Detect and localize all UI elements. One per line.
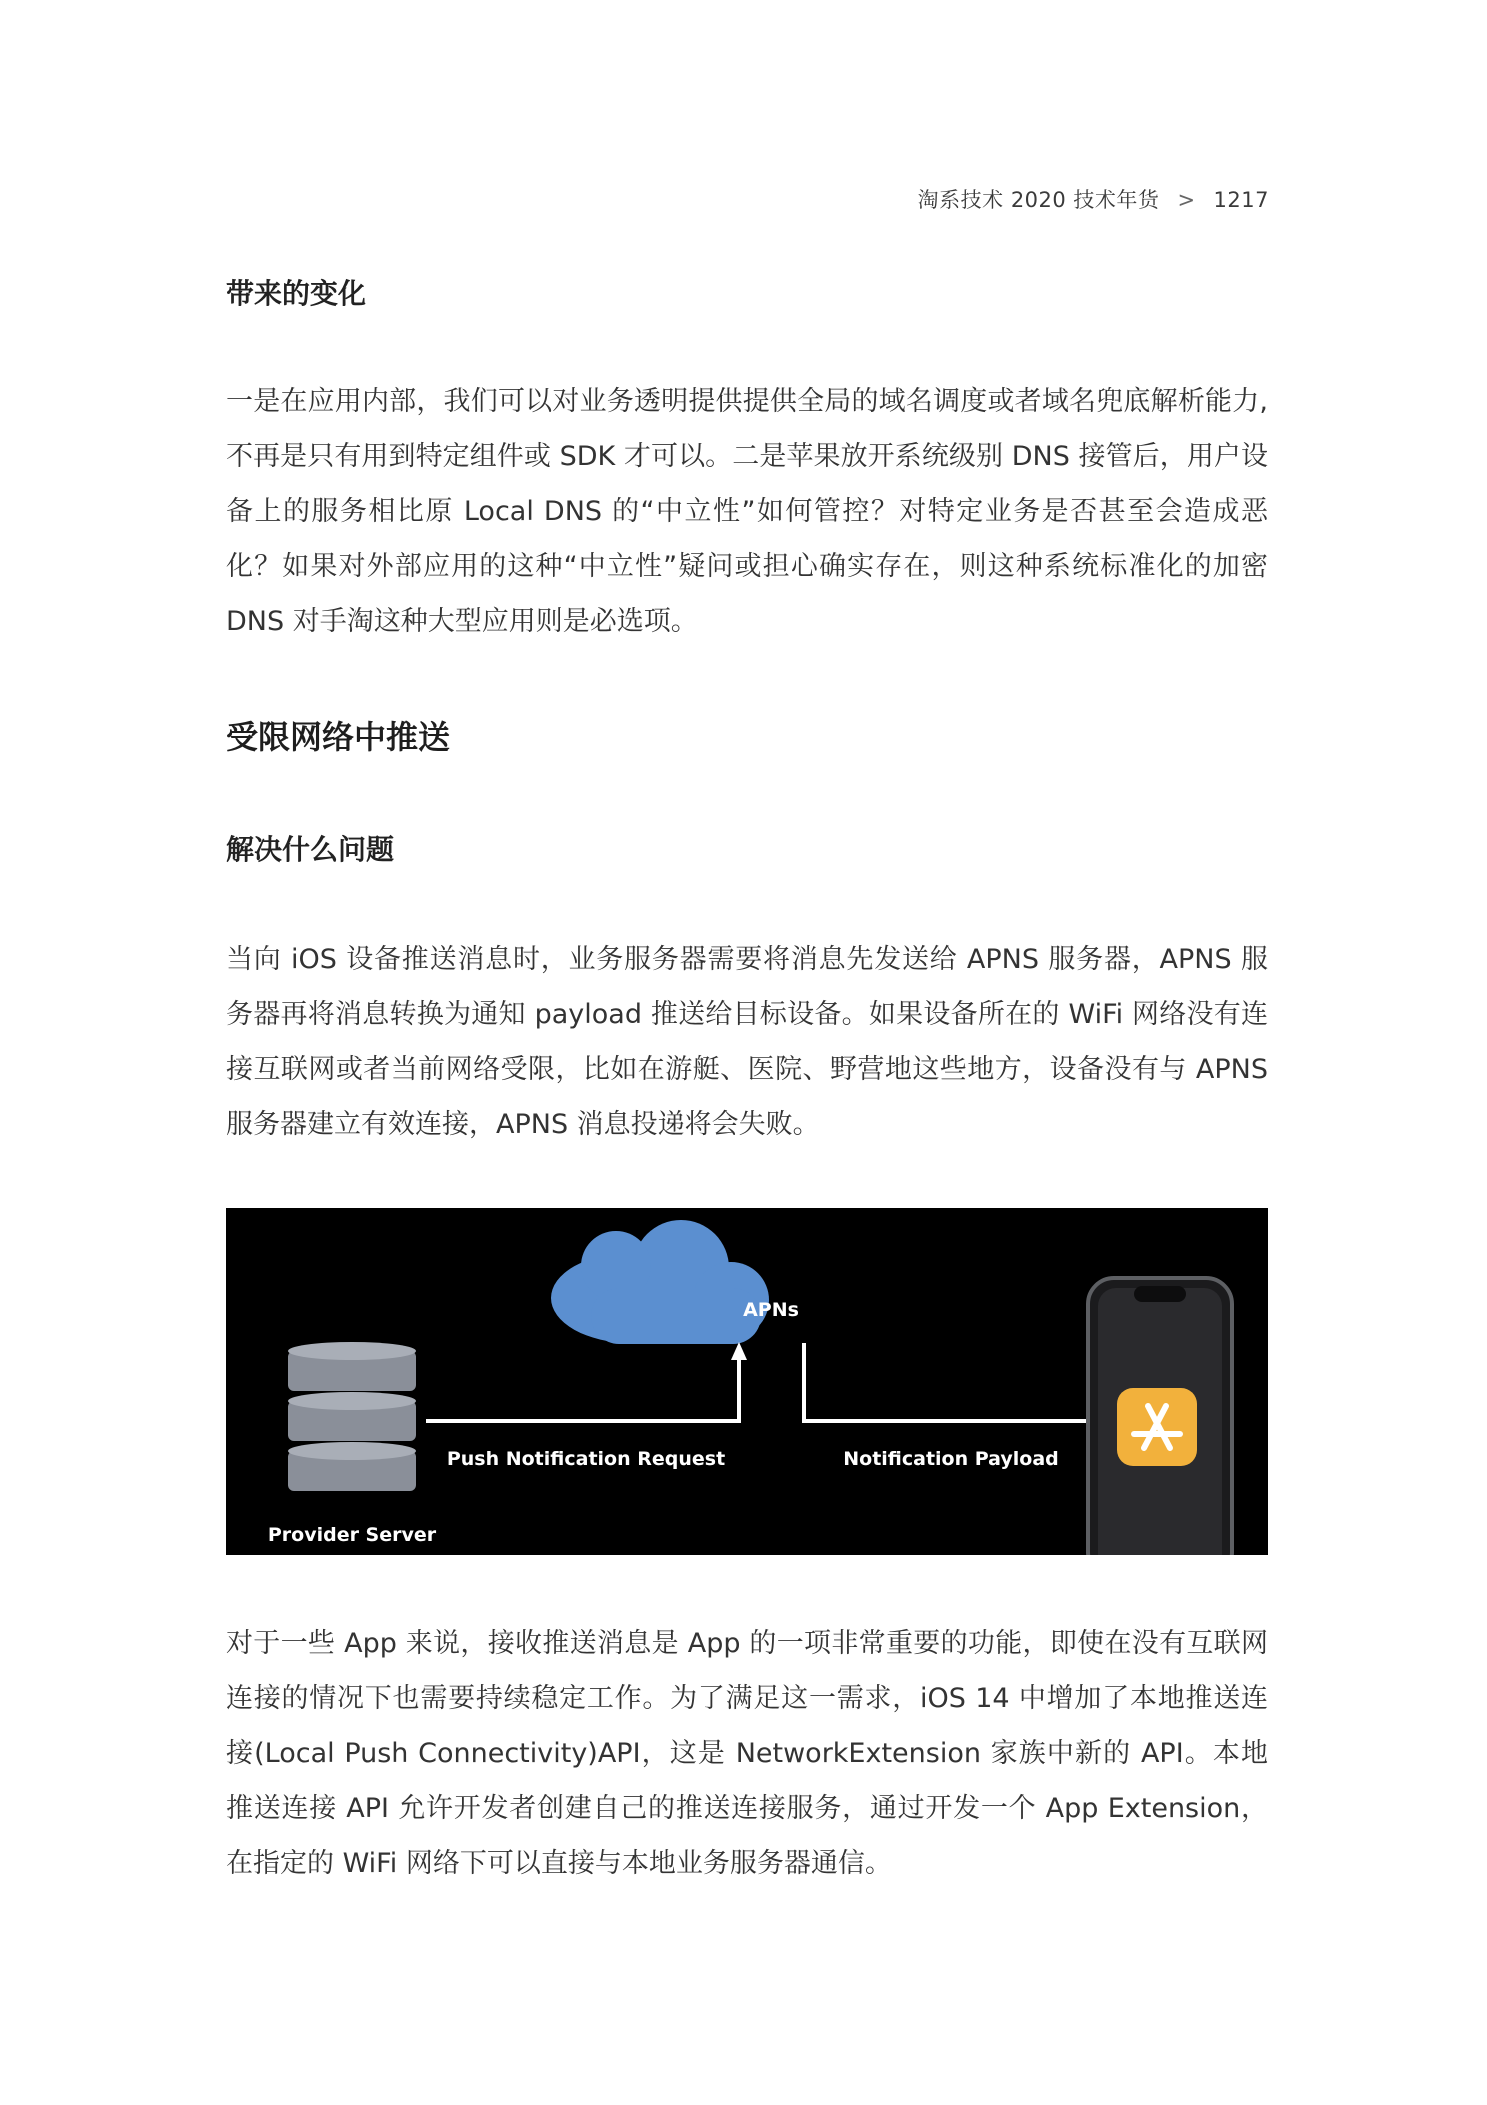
header-separator: > [1177, 188, 1196, 212]
page-header [918, 184, 1269, 214]
heading-restricted-push: 受限网络中推送 [226, 718, 451, 756]
payload-label: Notification Payload [843, 1448, 1059, 1470]
header-title: 淘系技术 2020 技术年货 [917, 188, 1160, 212]
request-arrow [426, 1342, 747, 1421]
heading-problem: 解决什么问题 [226, 833, 395, 866]
payload-arrow [804, 1343, 1112, 1429]
paragraph-problem-2: 对于一些 App 来说，接收推送消息是 App 的一项非常重要的功能，即使在没有互联网连接的情况下也需要持续稳定工作。为了满足这一需求，iOS 14 中增加了本地推送连接(Local Push Connectivity)API，这是 NetworkExtension 家族中新的 API。本地推送连接 API 允许开发者创建自己的推送连接服务，通过开发一个 App Extension，在指定的 WiFi 网络下可以直接与本地业务服务器通信。 [226, 1628, 1268, 1879]
server-label: Provider Server [267, 1524, 437, 1546]
request-label: Push Notification Request [446, 1448, 726, 1470]
cloud-label: APNs [743, 1299, 799, 1321]
cloud-icon [551, 1220, 769, 1344]
paragraph-problem-1: 当向 iOS 设备推送消息时，业务服务器需要将消息先发送给 APNS 服务器，APNS 服务器再将消息转换为通知 payload 推送给目标设备。如果设备所在的 WiFi 网络没有连接互联网或者当前网络受限，比如在游艇、医院、野营地这些地方，设备没有与 APNS 服务器建立有效连接，APNS 消息投递将会失败。 [226, 944, 1268, 1140]
app-store-icon [1117, 1388, 1197, 1466]
heading-changes: 带来的变化 [226, 277, 367, 310]
push-diagram [226, 1208, 1268, 1555]
paragraph-changes: 一是在应用内部，我们可以对业务透明提供提供全局的域名调度或者域名兜底解析能力,不再是只有用到特定组件或 SDK 才可以。二是苹果放开系统级别 DNS 接管后，用户设备上的服务相比原 Local DNS 的“中立性”如何管控？对特定业务是否甚至会造成恶化？如果对外部应用的这种“中立性”疑问或担心确实存在，则这种系统标准化的加密 DNS 对手淘这种大型应用则是必选项。 [226, 386, 1268, 637]
page-number: 1217 [1213, 188, 1269, 212]
database-icon [288, 1342, 416, 1491]
